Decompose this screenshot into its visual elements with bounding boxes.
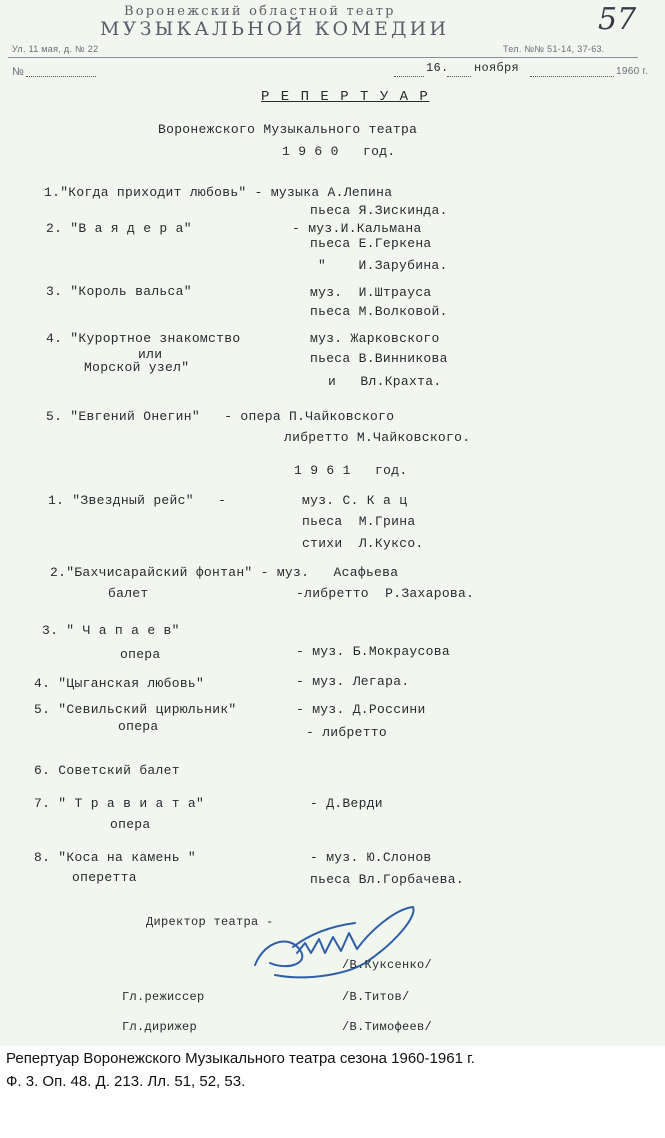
entry-1961-1-line1: муз. С. К а ц — [302, 493, 408, 508]
entry-1960-4-subtitle: Морской узел" — [84, 360, 190, 375]
date-month: ноября — [474, 61, 520, 75]
entry-1961-4-line1: - муз. Легара. — [296, 674, 410, 689]
entry-1960-4-line3: и Вл.Крахта. — [328, 374, 442, 389]
entry-1961-7-line1: - Д.Верди — [310, 796, 383, 811]
regisseur-name: /В.Титов/ — [342, 990, 410, 1004]
number-blank-line — [26, 76, 96, 77]
date-year: 1960 г. — [616, 66, 649, 77]
entry-1960-2-line2: пьеса Е.Геркена — [310, 236, 432, 251]
date-month-line — [530, 76, 614, 77]
date-day-line — [447, 76, 471, 77]
entry-1961-5-title: 5. "Севильский цирюльник" — [34, 702, 237, 717]
archive-reference: Ф. 3. Оп. 48. Д. 213. Лл. 51, 52, 53. — [6, 1073, 246, 1090]
entry-1960-4-or: или — [138, 347, 163, 362]
entry-1961-7-genre: опера — [110, 817, 151, 832]
letterhead-address: Ул. 11 мая, д. № 22 — [12, 44, 99, 54]
entry-1960-1-line1: 1."Когда приходит любовь" - музыка А.Лепина — [44, 185, 393, 200]
letterhead-org-line: Воронежский областной театр — [124, 4, 396, 19]
letterhead-rule — [8, 57, 638, 58]
entry-1960-1-line2: пьеса Я.Зискинда. — [310, 203, 448, 218]
entry-1961-1-title: 1. "Звездный рейс" - — [48, 493, 227, 508]
entry-1961-4-title: 4. "Цыганская любовь" — [34, 676, 205, 691]
entry-1961-5-line2: - либретто — [306, 725, 388, 740]
entry-1961-8-line2: пьеса Вл.Горбачева. — [310, 872, 464, 887]
letterhead-org-name: МУЗЫКАЛЬНОЙ КОМЕДИИ — [100, 18, 450, 40]
entry-1960-4-line2: пьеса В.Винникова — [310, 351, 448, 366]
letterhead-number-label: № — [12, 66, 25, 78]
archive-caption: Репертуар Воронежского Музыкального театра сезона 1960-1961 г. — [6, 1050, 475, 1067]
director-name: /В.Куксенко/ — [342, 958, 433, 972]
entry-1961-7-title: 7. " Т р а в и а т а" — [34, 796, 205, 811]
season-1960-heading: 1 9 6 0 год. — [282, 144, 396, 159]
entry-1961-6-title: 6. Советский балет — [34, 763, 180, 778]
entry-1961-8-genre: оперетта — [72, 870, 137, 885]
date-day: 16. — [426, 61, 449, 75]
document-title: Р Е П Е Р Т У А Р — [261, 89, 430, 105]
entry-1961-3-genre: опера — [120, 647, 161, 662]
entry-1960-2-line1: - муз.И.Кальмана — [292, 221, 422, 236]
entry-1960-3-line2: пьеса М.Волковой. — [310, 304, 448, 319]
entry-1961-5-line1: - муз. Д.Россини — [296, 702, 426, 717]
entry-1960-3-title: 3. "Король вальса" — [46, 284, 192, 299]
conductor-name: /В.Тимофеев/ — [342, 1020, 433, 1034]
entry-1961-2-line2: -либретто Р.Захарова. — [296, 586, 475, 601]
folio-number: 57 — [598, 2, 637, 37]
entry-1961-3-line1: - муз. Б.Мокраусова — [296, 644, 450, 659]
document-subtitle: Воронежского Музыкального театра — [158, 122, 418, 137]
entry-1961-2-genre: балет — [108, 586, 149, 601]
entry-1961-8-title: 8. "Коса на камень " — [34, 850, 197, 865]
entry-1960-4-title: 4. "Курортное знакомство — [46, 331, 241, 346]
entry-1960-3-line1: муз. И.Штрауса — [310, 285, 432, 300]
entry-1960-5-line1: 5. "Евгений Онегин" - опера П.Чайковского — [46, 409, 395, 424]
season-1961-heading: 1 9 6 1 год. — [294, 463, 408, 478]
entry-1960-2-title: 2. "В а я д е р а" — [46, 221, 192, 236]
entry-1961-2-line1: 2."Бахчисарайский фонтан" - муз. Асафьева — [50, 565, 399, 580]
entry-1961-5-genre: опера — [118, 719, 159, 734]
regisseur-label: Гл.режиссер — [122, 990, 205, 1004]
entry-1960-2-line3: " И.Зарубина. — [318, 258, 448, 273]
conductor-label: Гл.дирижер — [122, 1020, 198, 1034]
entry-1961-3-title: 3. " Ч а п а е в" — [42, 623, 180, 638]
entry-1960-5-line2: либретто М.Чайковского. — [284, 430, 471, 445]
director-label: Директор театра - — [146, 915, 274, 929]
date-lead-line — [394, 76, 424, 77]
entry-1961-8-line1: - муз. Ю.Слонов — [310, 850, 432, 865]
entry-1960-4-line1: муз. Жарковского — [310, 331, 440, 346]
letterhead-phone: Тел. №№ 51-14, 37-63. — [503, 44, 605, 54]
entry-1961-1-line3: стихи Л.Куксо. — [302, 536, 424, 551]
entry-1961-1-line2: пьеса М.Грина — [302, 514, 416, 529]
